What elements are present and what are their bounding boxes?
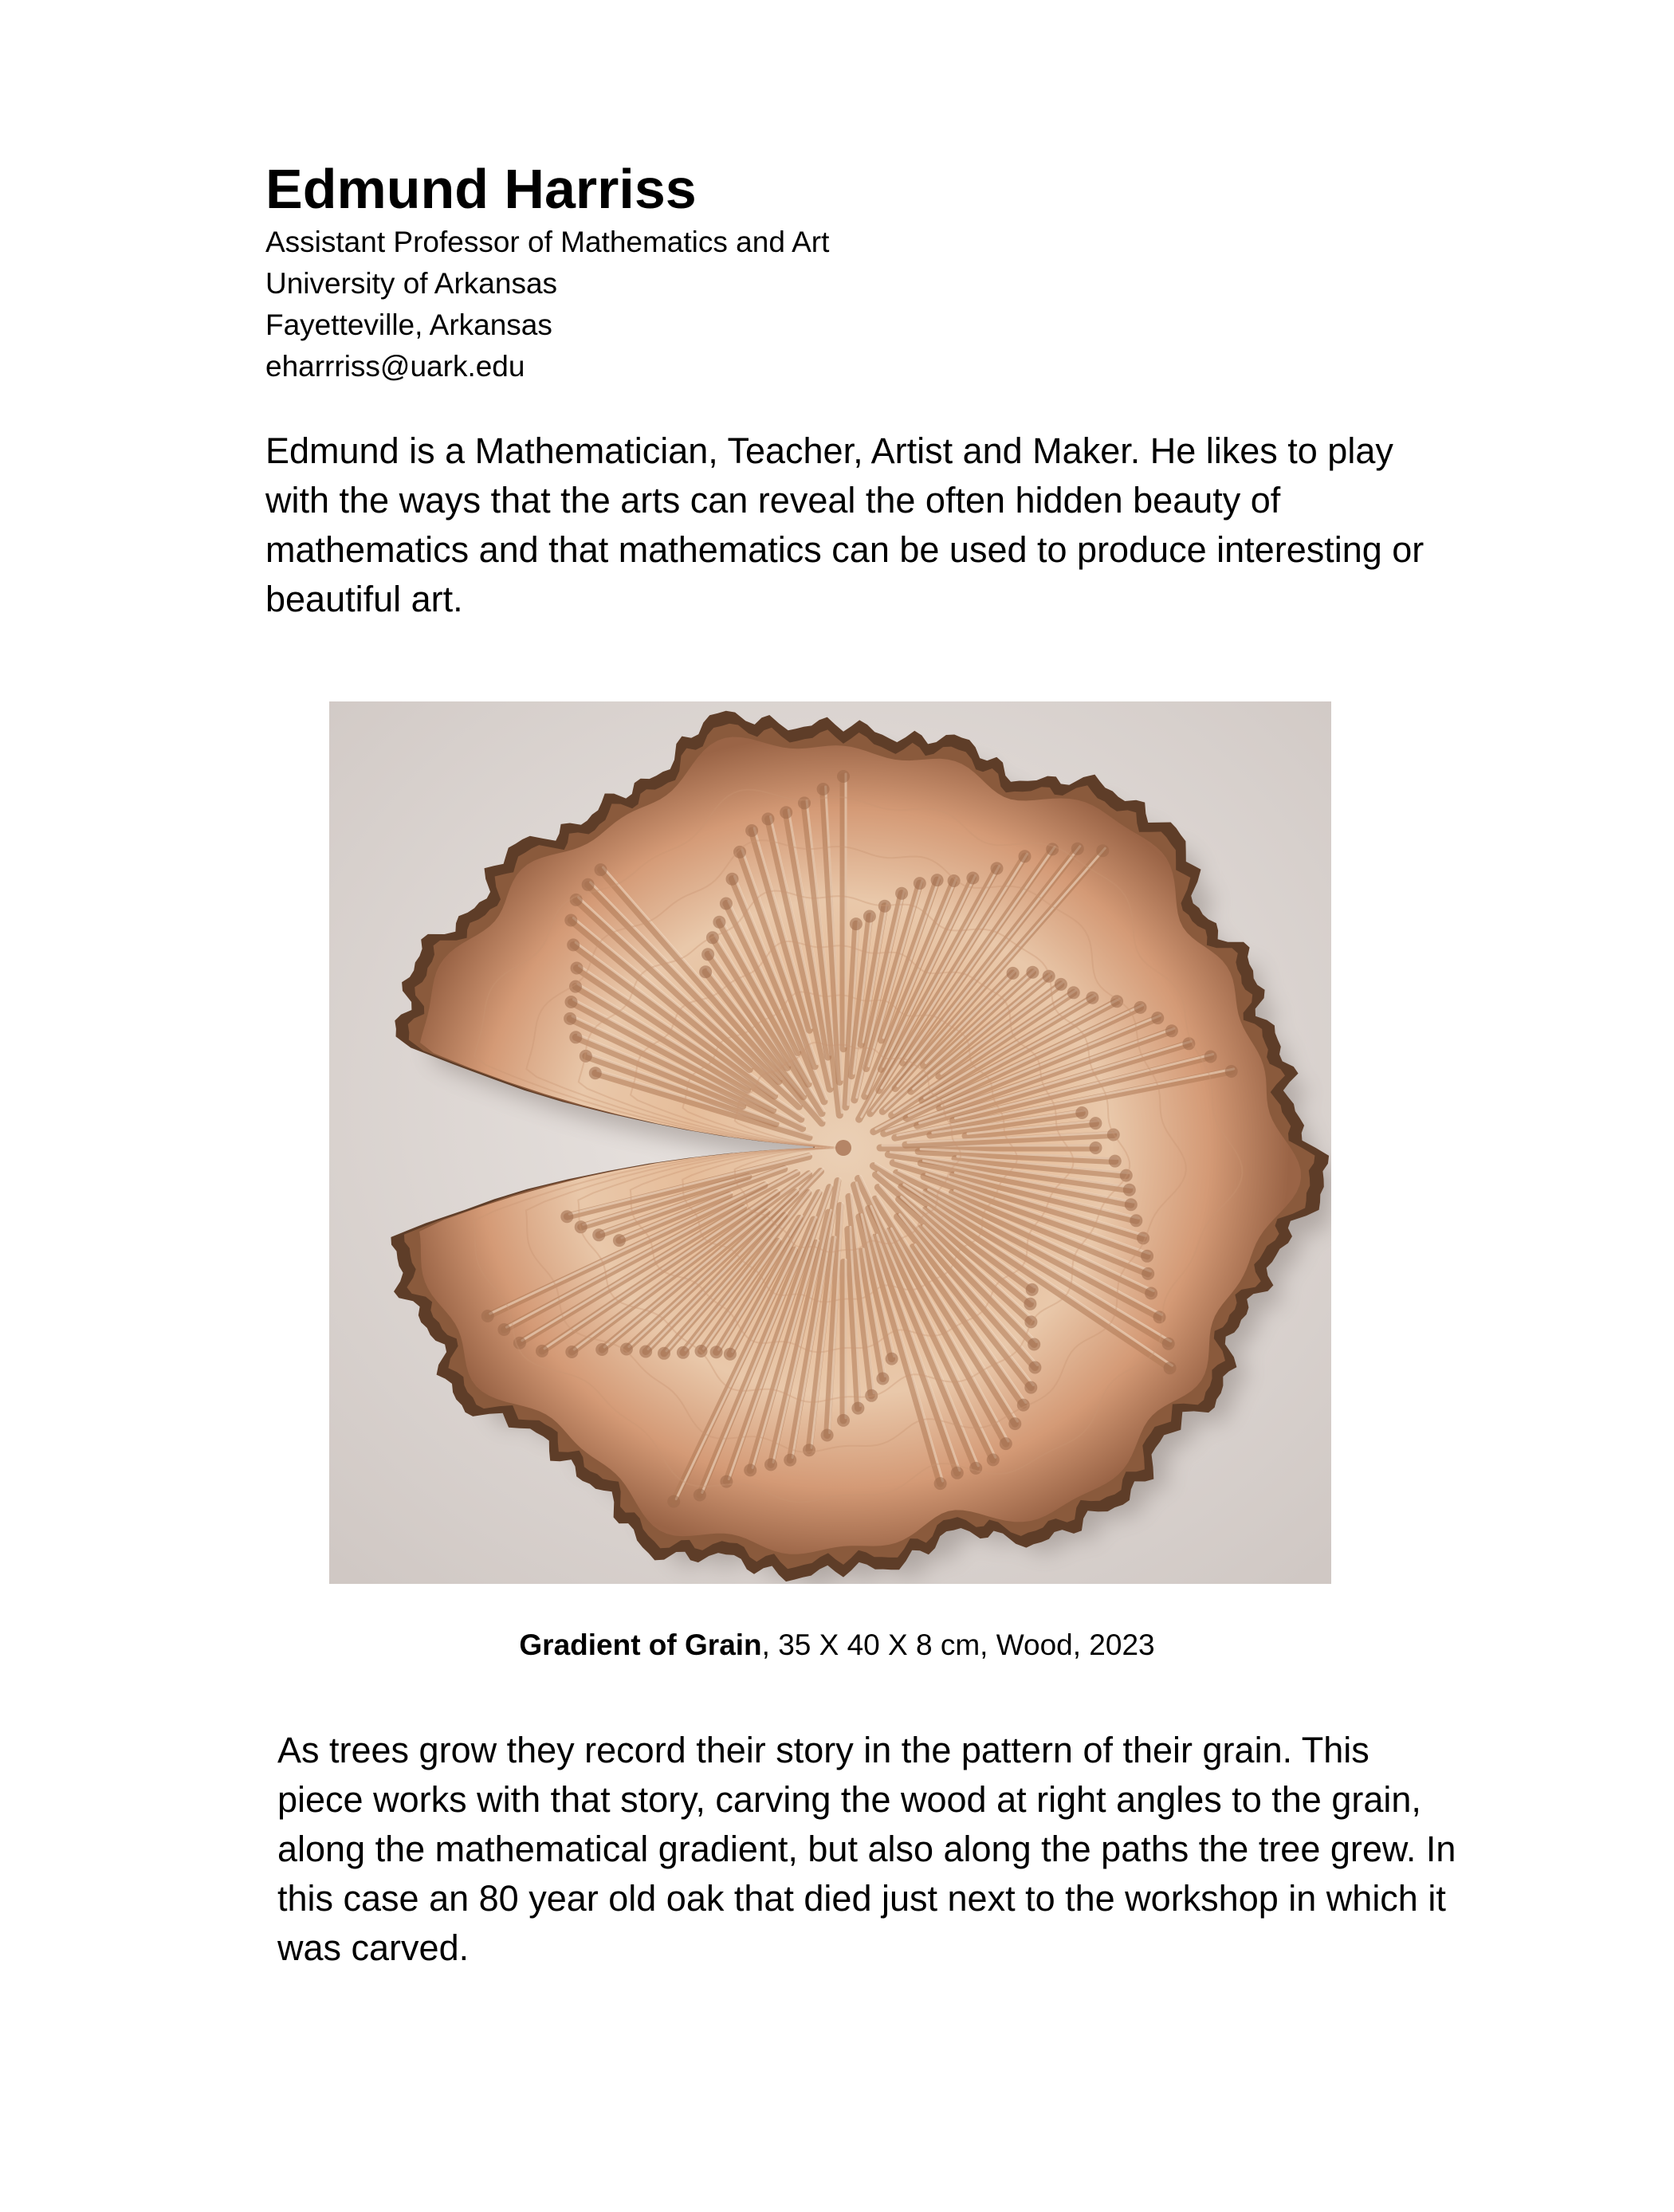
groove-end [886, 1353, 898, 1365]
groove-end [991, 862, 1004, 874]
groove-end [934, 1477, 947, 1490]
groove-end [1089, 1117, 1102, 1130]
groove-end [1000, 1437, 1012, 1450]
groove-end [1109, 1155, 1122, 1168]
groove-end [1086, 992, 1098, 1004]
author-name: Edmund Harriss [265, 158, 697, 220]
groove-end [613, 1234, 626, 1247]
groove-end [1090, 1141, 1102, 1154]
groove-end [895, 887, 908, 900]
groove-end [798, 796, 811, 809]
groove-end [658, 1347, 670, 1360]
groove-end [1075, 1106, 1088, 1119]
groove-end [1096, 844, 1109, 857]
artwork-details: , 35 X 40 X 8 cm, Wood, 2023 [761, 1629, 1155, 1661]
carved-wood-slice-image [329, 701, 1331, 1584]
groove-end [1024, 1381, 1037, 1394]
groove-end [851, 1402, 864, 1415]
groove-end [837, 1414, 850, 1427]
groove-end [1164, 1361, 1177, 1374]
groove-end [667, 1495, 680, 1508]
groove-end [560, 1210, 573, 1223]
groove-end [914, 877, 926, 890]
groove-end [1026, 1283, 1039, 1296]
groove-end [724, 1348, 737, 1361]
groove-end [677, 1346, 690, 1359]
groove-end [931, 874, 944, 886]
groove-end [726, 873, 739, 886]
groove-end [564, 914, 577, 927]
groove-end [595, 863, 607, 876]
groove-end [1145, 1287, 1157, 1300]
groove-end [837, 770, 850, 783]
groove-end [876, 1373, 889, 1385]
groove-end [1007, 967, 1020, 980]
artwork-description: As trees grow they record their story in the pattern of their grain. This piece works with that story, carving the wood at right angles to the grain, along the mathematical gradient, but also along the paths the tree grew. In this case an 80 year old oak that died just next to the workshop in which it was carved. [277, 1730, 1456, 1968]
artwork-title: Gradient of Grain [519, 1629, 762, 1661]
groove-end [987, 1453, 1000, 1466]
groove-end [710, 1346, 723, 1358]
groove-end [1028, 1338, 1040, 1351]
groove-end [784, 1454, 796, 1467]
groove-end [1162, 1338, 1175, 1350]
groove-end [850, 917, 863, 930]
groove-end [639, 1346, 652, 1358]
groove-end [863, 910, 876, 923]
groove-end [1141, 1250, 1153, 1263]
groove-end [582, 878, 595, 891]
author-title: Assistant Professor of Mathematics and Art [265, 226, 830, 258]
groove-end [1008, 1417, 1021, 1430]
groove-end [1071, 843, 1084, 855]
groove-end [1028, 1361, 1041, 1374]
groove-end [821, 1429, 834, 1442]
groove-end [595, 1343, 608, 1356]
wood-pith [835, 1140, 851, 1156]
groove-end [1134, 1001, 1147, 1014]
author-institution: University of Arkansas [265, 267, 558, 300]
groove-end [1055, 978, 1067, 991]
groove-end [536, 1345, 548, 1357]
groove-end [744, 1464, 756, 1476]
groove-end [713, 916, 725, 929]
groove-end [564, 1012, 576, 1025]
groove-end [762, 812, 775, 825]
groove-end [780, 806, 792, 819]
groove-end [1067, 986, 1080, 999]
groove-end [701, 948, 714, 961]
groove-end [951, 1467, 964, 1479]
groove-end [565, 1346, 578, 1358]
groove-end [1142, 1267, 1154, 1280]
groove-end [764, 1458, 777, 1471]
artwork-photo [329, 701, 1331, 1584]
author-location: Fayetteville, Arkansas [265, 308, 552, 341]
author-bio: Edmund is a Mathematician, Teacher, Artist and Maker. He likes to play with the ways that the arts can reveal the often hidden beauty of mathematics and that mathematics can be used to produce interesting or beautiful art. [265, 430, 1424, 619]
groove-end [481, 1310, 494, 1322]
groove-end [966, 872, 979, 885]
author-email: eharrriss@uark.edu [265, 350, 525, 383]
groove-end [497, 1323, 510, 1336]
groove-end [1019, 850, 1032, 862]
groove-end [1123, 1184, 1136, 1196]
groove-end [969, 1462, 982, 1475]
groove-end [1125, 1198, 1138, 1211]
groove-end [571, 962, 584, 975]
groove-end [592, 1228, 605, 1241]
groove-end [745, 824, 758, 837]
groove-end [1026, 966, 1039, 979]
groove-end [1024, 1298, 1036, 1310]
groove-end [733, 846, 746, 858]
groove-end [1204, 1051, 1217, 1063]
groove-end [1165, 1024, 1178, 1037]
groove-end [567, 938, 580, 951]
groove-end [569, 1031, 582, 1043]
groove-end [720, 1475, 733, 1488]
groove-end [1130, 1214, 1142, 1227]
groove-end [694, 1489, 706, 1502]
groove-end [699, 965, 712, 978]
groove-end [1225, 1065, 1238, 1078]
groove-end [565, 996, 578, 1008]
groove-end [817, 783, 830, 796]
groove-end [948, 874, 961, 887]
groove-end [720, 898, 733, 910]
groove-end [1153, 1310, 1166, 1323]
author-header [265, 156, 1461, 387]
groove-end [1151, 1012, 1164, 1024]
groove-end [803, 1444, 815, 1456]
groove-end [589, 1067, 602, 1079]
artwork-caption [0, 1626, 1674, 1664]
